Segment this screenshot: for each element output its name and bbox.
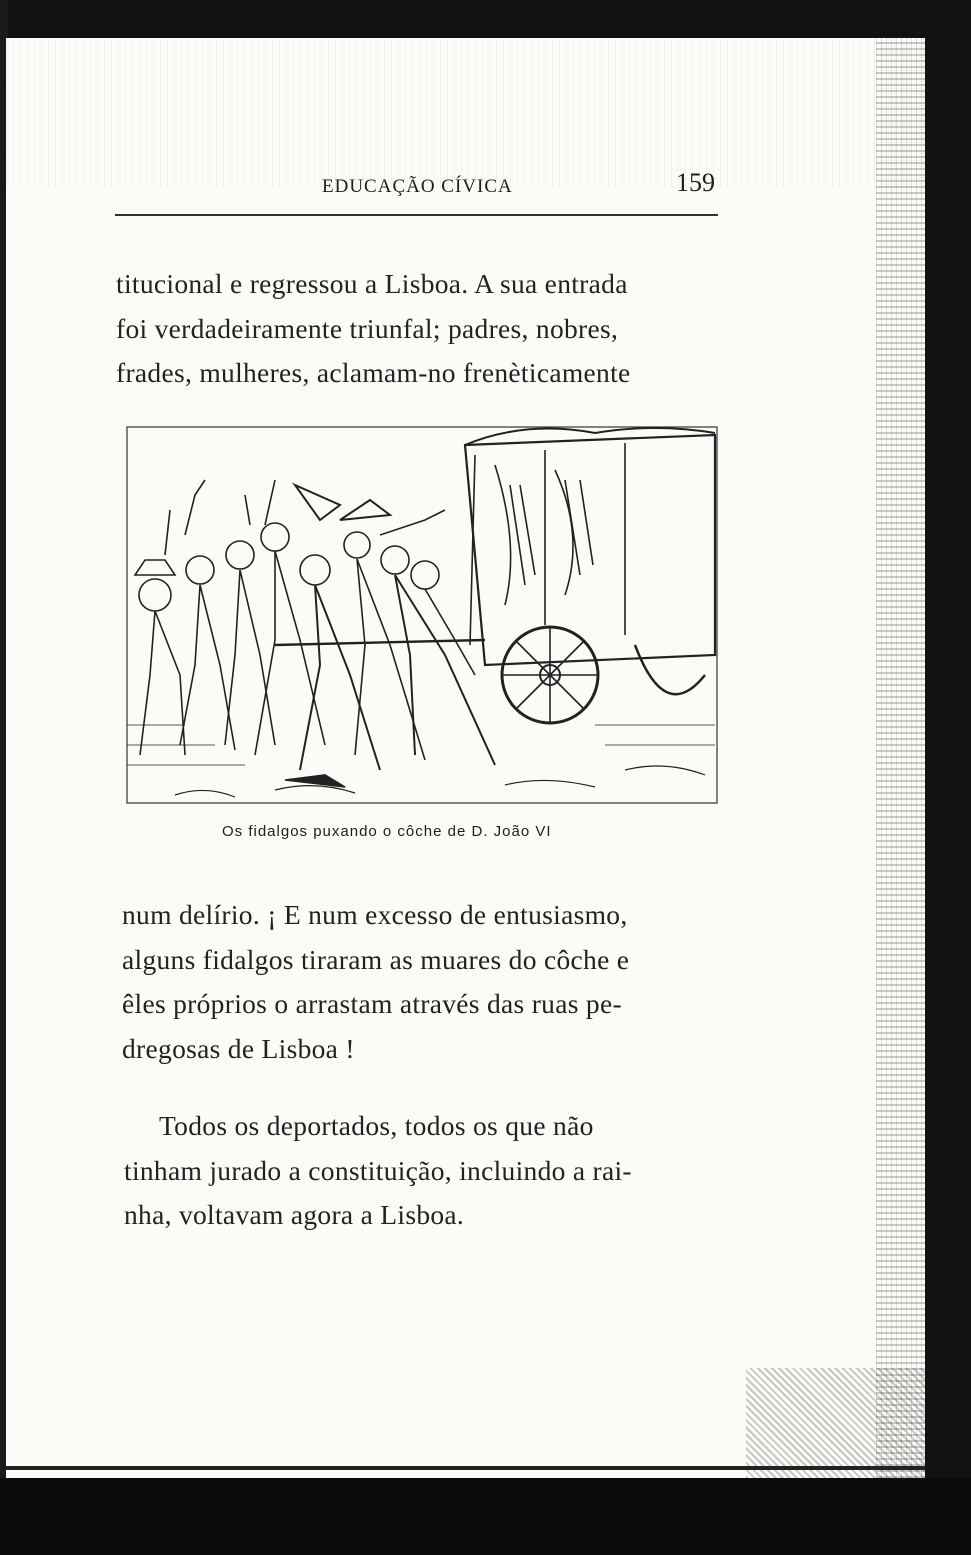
header-rule (115, 214, 718, 216)
figure-caption: Os fidalgos puxando o côche de D. João VI (222, 823, 552, 840)
text-line: Todos os deportados, todos os que não (159, 1110, 594, 1141)
paragraph-2 (122, 893, 727, 1071)
paragraph-1 (116, 262, 718, 396)
scan-noise-bottom (746, 1368, 926, 1478)
scan-bottom-line (6, 1466, 926, 1470)
scan-noise-top (6, 38, 926, 188)
text-line: êles próprios o arrastam através das ruas pe- (122, 988, 622, 1019)
text-line: titucional e regressou a Lisboa. A sua entrada (116, 268, 628, 299)
text-line: frades, mulheres, aclamam-no frenèticamente (116, 357, 631, 388)
text-line: tinham jurado a constituição, incluindo a rai- (124, 1154, 632, 1186)
text-line: foi verdadeiramente triunfal; padres, nobres, (116, 312, 619, 344)
text-line: dregosas de Lisboa ! (122, 1032, 355, 1064)
scan-bottom-border (0, 1478, 971, 1555)
paragraph-3 (124, 1104, 729, 1238)
text-line: alguns fidalgos tiraram as muares do côche e (122, 943, 630, 975)
page-number: 159 (676, 168, 715, 197)
scan-noise-right (876, 38, 926, 1478)
coach-illustration (125, 425, 720, 805)
scan-right-border (925, 0, 971, 1555)
running-head: EDUCAÇÃO CÍVICA (322, 176, 513, 197)
text-line: num delírio. ¡ E num excesso de entusiasmo, (122, 899, 628, 930)
text-line: nha, voltavam agora a Lisboa. (124, 1199, 465, 1230)
